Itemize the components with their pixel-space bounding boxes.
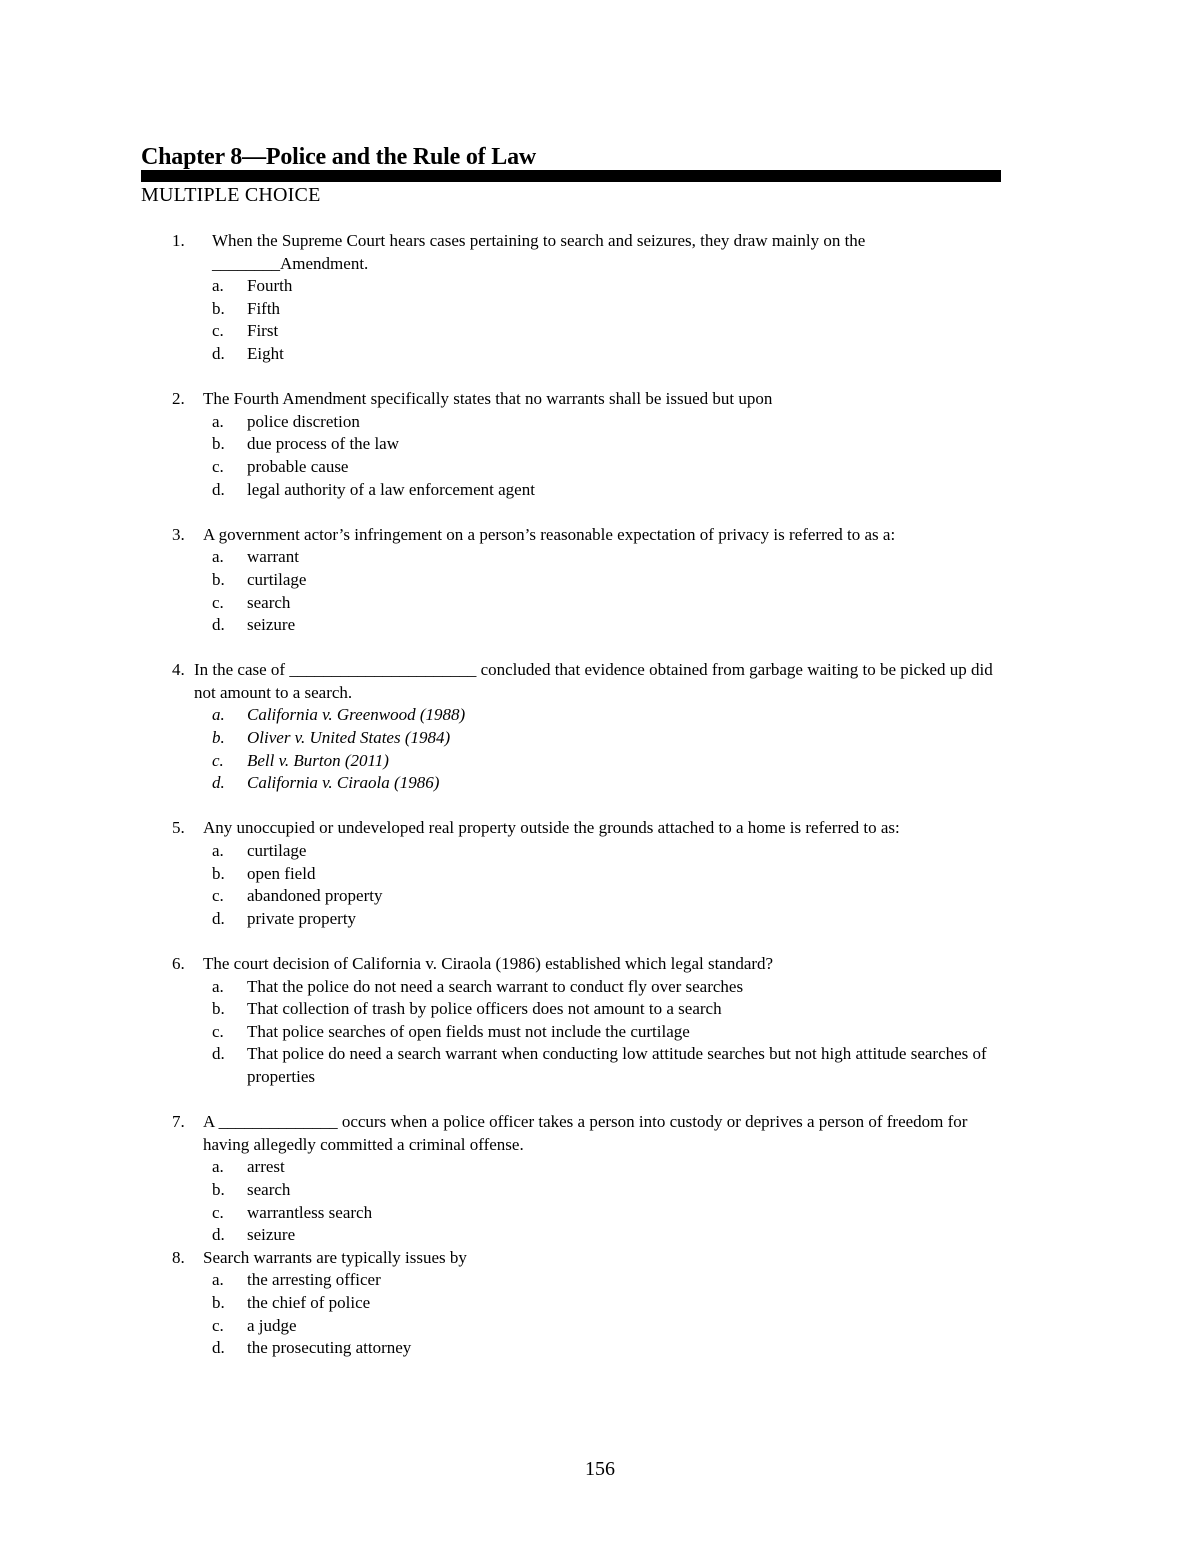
answer-option	[0, 885, 1200, 908]
option-text: Oliver v. United States (1984)	[247, 728, 451, 748]
answer-option	[0, 840, 1200, 863]
question-number: 8.	[172, 1247, 185, 1267]
question-3	[0, 524, 1200, 637]
option-letter: c.	[212, 1315, 224, 1335]
option-letter: b.	[212, 863, 225, 883]
answer-option	[0, 1224, 1200, 1247]
option-letter: b.	[212, 728, 225, 748]
chapter-title: Chapter 8—Police and the Rule of Law	[141, 144, 537, 170]
answer-option	[0, 546, 1200, 569]
answer-option	[0, 569, 1200, 592]
question-8	[0, 1247, 1200, 1360]
option-letter: c.	[212, 1202, 224, 1222]
option-letter: a.	[212, 411, 224, 431]
answer-option	[0, 592, 1200, 615]
option-text: legal authority of a law enforcement agent	[247, 479, 535, 499]
question-stem	[0, 1247, 993, 1270]
option-letter: d.	[212, 1338, 225, 1358]
question-number: 6.	[172, 954, 185, 973]
answer-option	[0, 275, 1200, 298]
answer-option	[0, 1337, 1200, 1360]
option-text: Eight	[247, 343, 284, 363]
option-letter: b.	[212, 434, 225, 454]
option-text: police discretion	[247, 411, 360, 431]
answer-option	[0, 1292, 1200, 1315]
option-letter: c.	[212, 321, 224, 341]
question-text: Any unoccupied or undeveloped real property outside the grounds attached to a home is referred to as:	[203, 818, 900, 838]
answer-option	[0, 479, 1200, 502]
question-text: A ______________ occurs when a police officer takes a person into custody or deprives a person of freedom for having allegedly committed a criminal offense.	[203, 1112, 968, 1154]
option-text: probable cause	[247, 456, 349, 476]
option-text: a judge	[247, 1315, 297, 1335]
option-letter: b.	[212, 569, 225, 589]
option-letter: d.	[212, 343, 225, 363]
answer-option	[0, 727, 1200, 750]
option-letter: d.	[212, 479, 225, 499]
answer-option	[0, 298, 1200, 321]
option-text: search	[247, 1179, 291, 1199]
question-list	[0, 230, 1200, 1382]
option-letter: a.	[212, 1270, 224, 1290]
answer-option	[0, 908, 1200, 931]
answer-option	[0, 1043, 987, 1088]
option-text: due process of the law	[247, 434, 400, 454]
option-letter: a.	[212, 1157, 224, 1177]
option-letter: c.	[212, 750, 224, 770]
question-stem	[0, 659, 993, 704]
answer-option	[0, 433, 1200, 456]
option-letter: d.	[212, 908, 225, 928]
question-2	[0, 388, 1200, 501]
question-stem	[0, 388, 993, 411]
answer-option	[0, 750, 1200, 773]
option-letter: d.	[212, 1225, 225, 1245]
option-text: open field	[247, 863, 316, 883]
answer-option	[0, 1179, 1200, 1202]
question-stem	[0, 524, 993, 547]
answer-option	[0, 614, 1200, 637]
option-letter: d.	[212, 615, 225, 635]
option-letter: a.	[212, 705, 225, 725]
answer-option	[0, 320, 1200, 343]
question-stem	[0, 817, 993, 840]
question-stem	[0, 230, 993, 275]
question-text: The court decision of California v. Ciraola (1986) established which legal standard?	[203, 954, 774, 973]
option-text: the chief of police	[247, 1292, 371, 1312]
question-text: In the case of ______________________ concluded that evidence obtained from garbage waiting to be picked up did not amount to a search.	[194, 660, 993, 702]
answer-option	[0, 1269, 1200, 1292]
option-text: Bell v. Burton (2011)	[247, 750, 389, 770]
option-letter: c.	[212, 456, 224, 476]
question-6	[0, 953, 1200, 1089]
option-text: curtilage	[247, 569, 307, 589]
question-stem	[0, 953, 993, 976]
option-text: That police searches of open fields must not include the curtilage	[247, 1021, 690, 1041]
option-letter: a.	[212, 841, 224, 861]
answer-option	[0, 456, 1200, 479]
title-rule	[141, 170, 1001, 182]
option-text: First	[247, 321, 279, 341]
option-letter: c.	[212, 592, 224, 612]
answer-option	[0, 1021, 1200, 1044]
option-text: warrant	[247, 547, 299, 567]
answer-option	[0, 863, 1200, 886]
question-number: 5.	[172, 818, 185, 838]
section-heading: MULTIPLE CHOICE	[141, 184, 321, 206]
option-text: the arresting officer	[247, 1270, 381, 1290]
option-text: seizure	[247, 1225, 296, 1245]
page-number: 156	[585, 1458, 615, 1480]
question-4	[0, 659, 1200, 795]
question-number: 1.	[172, 231, 185, 250]
option-letter: d.	[212, 1044, 225, 1064]
option-text: That collection of trash by police officers does not amount to a search	[247, 999, 722, 1019]
option-letter: b.	[212, 1179, 225, 1199]
answer-option	[0, 343, 1200, 366]
question-number: 2.	[172, 389, 185, 409]
option-text: seizure	[247, 615, 296, 635]
question-text: When the Supreme Court hears cases pertaining to search and seizures, they draw mainly on the ________Amendment.	[212, 231, 866, 273]
option-text: That police do need a search warrant when conducting low attitude searches but not high attitude searches of properties	[247, 1044, 987, 1086]
question-7	[0, 1111, 1200, 1247]
option-text: arrest	[247, 1157, 285, 1177]
option-letter: b.	[212, 298, 225, 318]
option-letter: a.	[212, 976, 224, 996]
question-text: The Fourth Amendment specifically states that no warrants shall be issued but upon	[203, 389, 773, 409]
question-5	[0, 817, 1200, 930]
question-number: 4.	[172, 660, 185, 680]
option-letter: c.	[212, 1021, 224, 1041]
option-text: the prosecuting attorney	[247, 1338, 412, 1358]
option-letter: a.	[212, 547, 224, 567]
option-text: California v. Ciraola (1986)	[247, 773, 440, 793]
option-text: search	[247, 592, 291, 612]
option-text: abandoned property	[247, 886, 383, 906]
answer-option	[0, 1156, 1200, 1179]
option-text: That the police do not need a search warrant to conduct fly over searches	[247, 976, 744, 996]
answer-option	[0, 772, 1200, 795]
option-text: California v. Greenwood (1988)	[247, 705, 466, 725]
option-letter: b.	[212, 1292, 225, 1312]
answer-option	[0, 1202, 1200, 1225]
option-letter: a.	[212, 276, 224, 296]
option-letter: c.	[212, 886, 224, 906]
option-text: Fifth	[247, 298, 281, 318]
option-letter: d.	[212, 773, 225, 793]
question-text: A government actor’s infringement on a person’s reasonable expectation of privacy is referred to as a:	[203, 524, 896, 544]
question-text: Search warrants are typically issues by	[203, 1247, 467, 1267]
option-letter: b.	[212, 999, 225, 1019]
option-text: curtilage	[247, 841, 307, 861]
option-text: private property	[247, 908, 357, 928]
question-number: 3.	[172, 524, 185, 544]
answer-option	[0, 1315, 1200, 1338]
answer-option	[0, 411, 1200, 434]
question-number: 7.	[172, 1112, 185, 1132]
answer-option	[0, 998, 1200, 1021]
answer-option	[0, 704, 1200, 727]
option-text: warrantless search	[247, 1202, 373, 1222]
question-stem	[0, 1111, 993, 1156]
question-1	[0, 230, 1200, 366]
option-text: Fourth	[247, 276, 293, 296]
answer-option	[0, 976, 1200, 999]
